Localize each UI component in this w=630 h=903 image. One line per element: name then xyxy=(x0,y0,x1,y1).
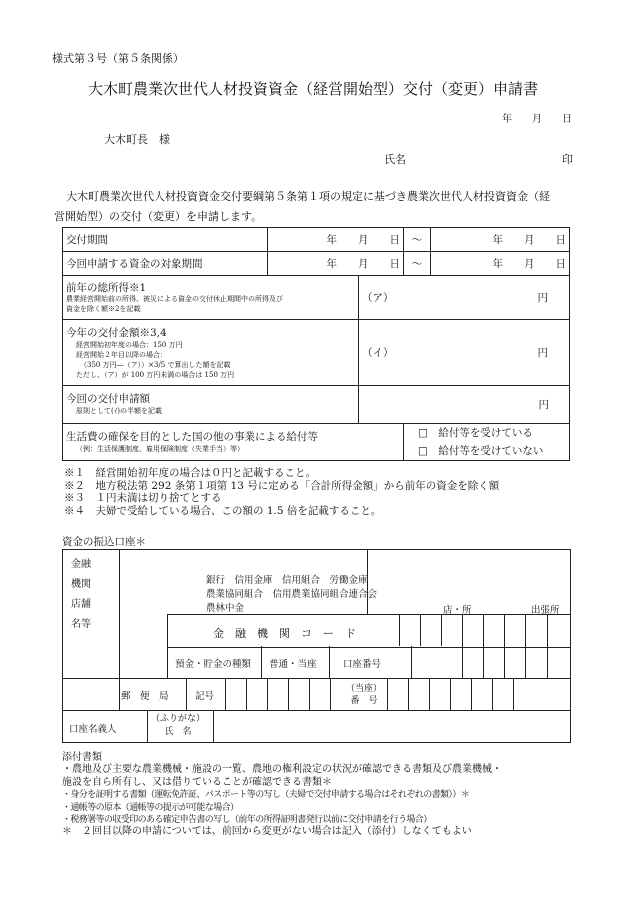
not-receiving-option[interactable]: □ 給付等を受けていない xyxy=(418,445,544,457)
receiving-option[interactable]: □ 給付等を受けている xyxy=(418,427,533,439)
date-line: 年 月 日 xyxy=(502,114,572,125)
note-1: ※１ 経営開始初年度の場合は０円と記載すること。 xyxy=(64,467,316,479)
note-2: ※２ 地方税法第 292 条第１項第 13 号に定める「合計所得金額」から前年の資金を除く額 xyxy=(64,479,500,492)
sub-branch-label: 出張所 xyxy=(531,605,560,616)
page-title: 大木町農業次世代人材投資資金（経営開始型）交付（変更）申請書 xyxy=(88,80,539,98)
target-end-cell[interactable]: 年 月 日 xyxy=(431,252,570,276)
living-label: 生活費の確保を目的とした国の他の事業による給付等 xyxy=(66,431,318,443)
prev-income-yen: 円 xyxy=(537,292,548,304)
this-year-label-cell xyxy=(63,320,359,386)
prev-income-note-2: 資金を除く額※2を記載 xyxy=(66,304,141,313)
attachment-item-3: ・通帳等の原本（通帳等の提示が可能な場合） xyxy=(62,802,239,813)
account-kind-label[interactable]: 普通・当座 xyxy=(269,659,317,670)
name-label: 氏名 xyxy=(384,153,406,166)
attachment-item-1: ・農地及び主要な農業機械・施設の一覧、農地の権利設定の状況が確認できる書類及び農業機械・ xyxy=(62,764,502,776)
this-year-value-cell[interactable] xyxy=(359,320,570,386)
living-row xyxy=(63,424,570,461)
target-start-cell[interactable]: 年 月 日 xyxy=(268,252,404,276)
attachment-item-2: ・身分を証明する書類（運転免許証、パスポート等の写し（夫婦で交付申請する場合はそれぞれの書類））＊ xyxy=(62,790,470,801)
bank-types-line-2: 農業協同組合 信用農業協同組合連合会 xyxy=(206,589,378,600)
intro-line-1: 大木町農業次世代人材投資資金交付要綱第５条第１項の規定に基づき農業次世代人材投資資金（経 xyxy=(66,190,550,203)
bank-types-line-1: 銀行 信用金庫 信用組合 労働金庫 xyxy=(206,575,368,586)
prev-income-note-1: 農業経営開始前の所得、被災による資金の交付休止期間中の所得及び xyxy=(66,294,283,303)
target-period-row xyxy=(63,252,570,276)
attachments-title: 添付書類 xyxy=(62,752,102,763)
this-year-note-4: ただし、（ア）が 100 万円未満の場合は 150 万円 xyxy=(76,370,235,379)
this-year-label: 今年の交付金額※3,4 xyxy=(66,326,167,339)
bank-label: 金融 機関 店舗 名等 xyxy=(71,559,91,630)
account-number-label: 口座番号 xyxy=(343,659,382,670)
this-year-yen: 円 xyxy=(537,347,548,359)
this-year-row xyxy=(63,320,570,386)
this-request-yen: 円 xyxy=(538,399,549,411)
period-row xyxy=(63,228,570,252)
checkbox-icon[interactable]: □ xyxy=(418,445,428,457)
note-4: ※４ 夫婦で受給している場合、この額の 1.5 倍を記載すること。 xyxy=(64,504,382,517)
seal-mark: 印 xyxy=(562,153,573,166)
period-tilde: 〜 xyxy=(404,228,431,252)
this-request-value-cell[interactable] xyxy=(359,386,570,424)
target-period-label: 今回申請する資金の対象期間 xyxy=(63,252,268,276)
this-request-label: 今回の交付申請額 xyxy=(66,393,150,405)
post-office-label: 郵 便 局 xyxy=(121,691,169,702)
holder-name-field[interactable] xyxy=(215,712,567,740)
symbol-label: 記号 xyxy=(195,691,215,702)
prev-income-label: 前年の総所得※1 xyxy=(66,281,147,294)
form-number: 様式第３号（第５条関係） xyxy=(52,52,184,65)
this-request-note: 原則として(ｲ)の半額を記載 xyxy=(76,407,162,415)
mark-a: （ア） xyxy=(362,292,394,304)
attachment-item-1b: 施設を自ら所有し、又は借りていることが確認できる書類＊ xyxy=(62,776,332,788)
period-label: 交付期間 xyxy=(63,228,268,252)
target-tilde: 〜 xyxy=(404,252,431,276)
prev-income-value-cell[interactable] xyxy=(359,276,570,320)
this-year-note-2: 経営開始２年目以降の場合： xyxy=(76,350,167,359)
application-table xyxy=(62,227,570,461)
note-3: ※３ １円未満は切り捨てとする xyxy=(64,492,222,504)
intro-line-2: 営開始型）の交付（変更）を申請します。 xyxy=(54,210,263,223)
attachment-item-4: ・税務署等の収受印のある確定申告書の写し（前年の所得証明書発行以前に交付申請を行う場合） xyxy=(62,815,432,826)
checkbox-icon[interactable]: □ xyxy=(418,427,428,439)
living-note: （例：生活保護制度、雇用保険制度（失業手当）等） xyxy=(76,445,244,453)
bank-code-label: 金 融 機 関 コ ー ド xyxy=(213,627,356,640)
this-request-row xyxy=(63,386,570,424)
holder-label: 口座名義人 xyxy=(69,724,117,735)
prev-income-label-cell xyxy=(63,276,359,320)
this-request-label-cell xyxy=(63,386,359,424)
prev-income-row xyxy=(63,276,570,320)
period-start-cell[interactable]: 年 月 日 xyxy=(268,228,404,252)
this-year-note-1: 経営開始初年度の場合：150 万円 xyxy=(76,340,183,349)
addressee: 大木町長 様 xyxy=(104,133,170,146)
current-account-number: （当座） 番 号 xyxy=(346,684,383,706)
period-end-cell[interactable]: 年 月 日 xyxy=(431,228,570,252)
bank-section-title: 資金の振込口座＊ xyxy=(62,536,146,548)
bank-account-box xyxy=(62,549,571,743)
living-label-cell xyxy=(63,424,404,461)
bank-types-line-3: 農林中金 xyxy=(206,603,245,614)
deposit-type-label: 預金・貯金の種類 xyxy=(175,659,252,670)
notes xyxy=(64,467,499,517)
attachment-footnote: ＊ ２回目以降の申請については、前回から変更がない場合は記入（添付）しなくてもよい xyxy=(62,826,472,838)
holder-name-label: （ふりがな） 氏 名 xyxy=(151,714,206,737)
branch-label: 店・所 xyxy=(443,605,472,616)
mark-i: （イ） xyxy=(362,347,394,359)
bank-types[interactable] xyxy=(206,574,377,616)
attachments xyxy=(62,752,502,839)
this-year-note-3: （350 万円―（ア））×3/5 で算出した額を記載 xyxy=(80,360,231,369)
living-options-cell xyxy=(404,424,570,461)
